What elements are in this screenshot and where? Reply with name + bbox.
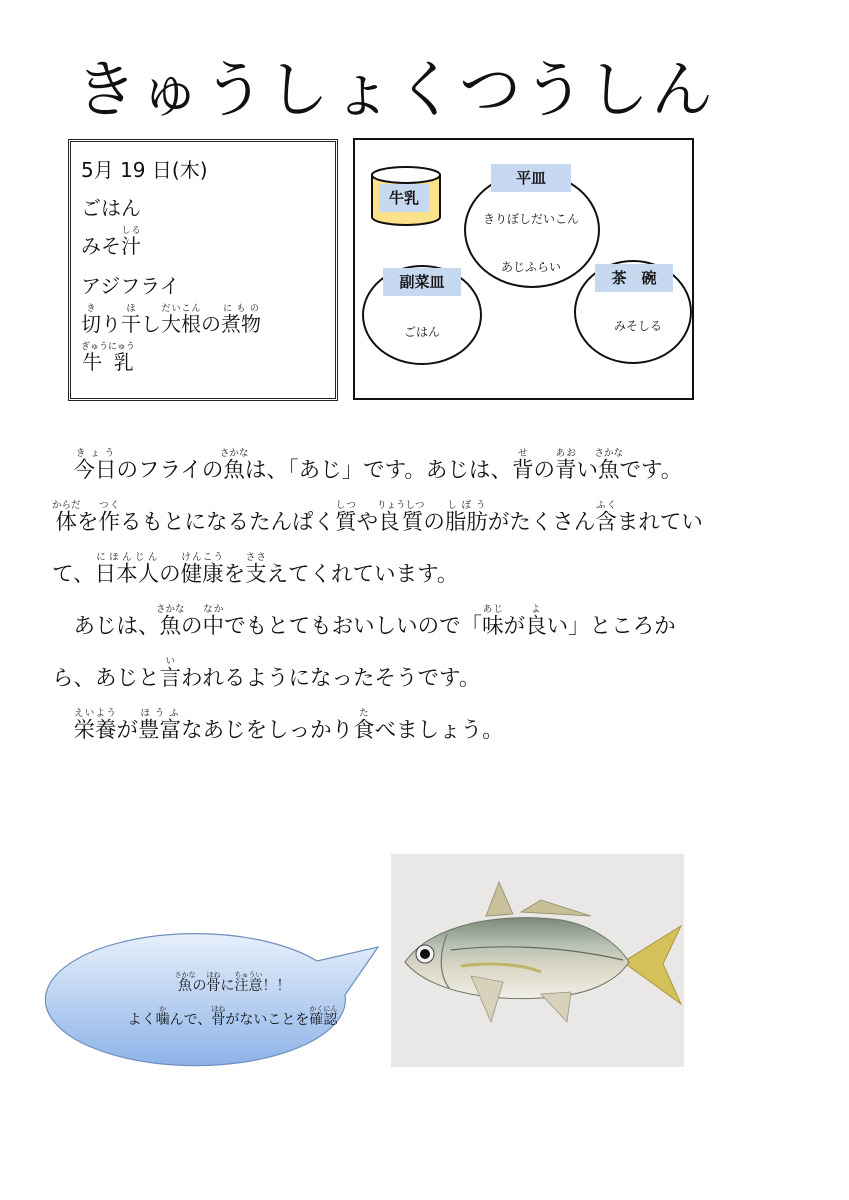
bubble-line-2 [90,1005,375,1029]
page-title: きゅうしょくつうしん [75,53,716,126]
ruby-text: 魚さかな [219,448,249,483]
article-line [52,500,812,552]
hirazara-label: 平皿 [491,164,571,192]
ruby-text: 魚さかな [156,604,185,639]
text-run: が [116,718,139,743]
text-run: の [423,510,445,535]
text-run: の [192,978,207,994]
text-run: です。 [619,458,683,483]
text-run: がたくさん [487,510,596,535]
ruby-text: 日本人にほんじん [94,552,160,587]
fukusai-label: 副菜皿 [383,268,461,296]
ruby-text: 質しつ [335,500,357,535]
ruby-text: 体からだ [52,500,81,535]
article-line [52,604,812,656]
ruby-text: 作つく [98,500,121,535]
ruby-text: 青あお [554,448,577,483]
text-run: い」ところか [546,614,676,639]
text-run: を [77,510,99,535]
article [52,448,812,760]
text-run: が [503,614,526,639]
fukusai-item-rice: ごはん [404,325,441,339]
ruby-text: 言い [159,656,182,691]
ruby-text: 噛か [155,1005,170,1028]
article-line [52,656,812,708]
speech-bubble-shape [45,915,385,1075]
text-run: るもとになるたんぱく [120,510,336,535]
ruby-text: 栄養えいよう [73,708,117,743]
text-run: ら、あじと [52,666,160,691]
text-run: に [220,978,235,994]
article-line [52,708,812,760]
menu-item-kiriboshi: 切きり干ほし大根だいこんの煮物にもの [81,304,261,336]
ruby-text: 骨ほね [206,971,221,994]
text-run: の [533,458,555,483]
text-run: は、「あじ」です。あじは、 [244,458,512,483]
text-run: のフライの [116,458,224,483]
text-run: て、 [52,562,95,587]
menu-item-miso-soup: みそ汁しる [81,226,141,258]
horse-mackerel-fish-photo [391,854,684,1067]
ruby-text: 支ささ [245,552,267,587]
ruby-text: 脂肪しぼう [444,500,488,535]
ruby-text: 健康けんこう [180,552,224,587]
text-run: や [356,510,379,535]
text-run: がないことを [225,1012,310,1028]
ruby-text: 中なか [202,604,225,639]
menu-item-rice: ごはん [81,196,141,220]
menu-item-aji-fry: アジフライ [81,274,180,298]
ruby-text: 豊富ほうふ [138,708,182,743]
hirazara-item-ajifurai: あじふらい [501,260,562,274]
text-run: べましょう。 [374,718,504,743]
ruby-text: 背せ [511,448,534,483]
ruby-text: 魚さかな [174,971,196,994]
menu-box [68,139,338,401]
article-line [52,552,812,604]
ruby-text: 食た [353,708,375,743]
article-line [52,448,812,500]
text-run: えてくれています。 [266,562,459,587]
text-run: あじは、 [52,614,160,639]
ruby-text: 確認かくにん [309,1005,338,1028]
text-run: なあじをしっかり [181,718,354,743]
text-run [52,718,74,743]
text-run: よく [127,1012,156,1028]
text-run: まれてい [616,510,703,535]
chawan-item-miso-soup: みそしる [614,319,663,333]
menu-item-milk: 牛 乳ぎゅうにゅう [81,342,135,374]
text-run: い [576,458,599,483]
text-run: を [223,562,246,587]
ruby-text: 味あじ [482,604,504,639]
speech-bubble [45,915,385,1075]
ruby-text: 良質りょうしつ [376,500,425,535]
ruby-text: 注意ちゅうい [234,971,263,994]
text-run: ！！ [262,978,291,994]
menu-date: 5月 19 日(木) [81,158,208,182]
bubble-line-1 [90,971,375,995]
ruby-text: 含ふく [595,500,617,535]
tray-layout [353,138,694,400]
ruby-text: 今日きょう [73,448,117,483]
text-run [52,458,74,483]
text-run: でもとてもおいしいので「 [224,614,483,639]
ruby-text: 骨ほね [211,1005,226,1028]
hirazara-item-kiriboshi: きりぼしだいこん [483,212,580,226]
ruby-text: 良よ [525,604,547,639]
chawan-label: 茶 碗 [595,264,673,292]
ruby-text: 魚さかな [594,448,624,483]
text-run: んで、 [169,1012,212,1028]
milk-label: 牛乳 [379,184,429,212]
text-run: われるようになったそうです。 [181,666,481,691]
text-run: の [159,562,181,587]
text-run: の [181,614,203,639]
